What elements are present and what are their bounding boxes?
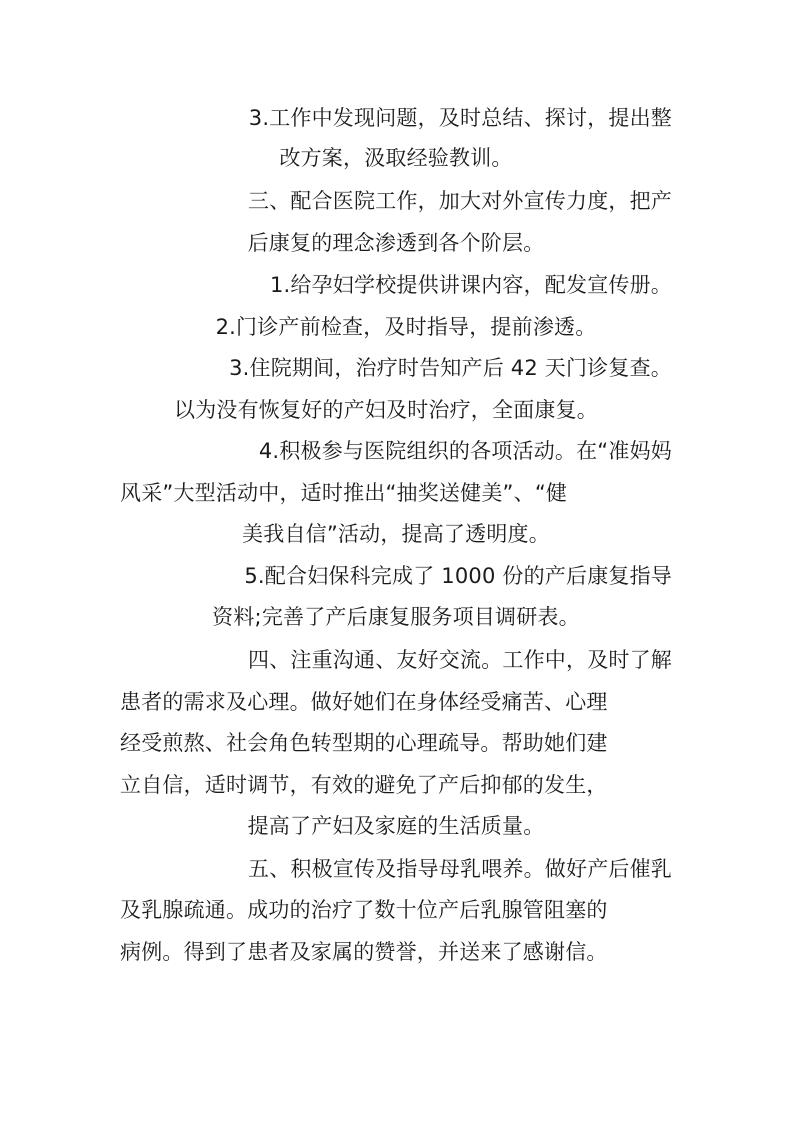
text-line: 风采”大型活动中，适时推出“抽奖送健美”、“健 (120, 481, 568, 505)
list-item: 2.门诊产前检查，及时指导，提前渗透。 (215, 315, 597, 339)
list-item: 1.给孕妇学校提供讲课内容，配发宣传册。 (269, 273, 672, 297)
text-line: 资料;完善了产后康复服务项目调研表。 (212, 605, 580, 629)
text-line: 后康复的理念渗透到各个阶层。 (247, 231, 545, 255)
text-line: 美我自信”活动，提高了透明度。 (242, 522, 550, 546)
text-line: 经受煎熬、社会角色转型期的心理疏导。帮助她们建 (120, 731, 608, 755)
list-item: 5.配合妇保科完成了 1000 份的产后康复指导 (244, 564, 672, 588)
text-line: 及乳腺疏通。成功的治疗了数十位产后乳腺管阻塞的 (120, 898, 608, 922)
text-line: 病例。得到了患者及家属的赞誉，并送来了感谢信。 (120, 940, 608, 964)
text-line: 改方案，汲取经验教训。 (279, 146, 513, 170)
text-line: 以为没有恢复好的产妇及时治疗，全面康复。 (174, 398, 598, 422)
text-line: 3.工作中发现问题，及时总结、探讨，提出整 (248, 106, 672, 130)
section-heading: 三、配合医院工作，加大对外宣传力度，把产 (248, 189, 672, 213)
section-heading: 五、积极宣传及指导母乳喂养。做好产后催乳 (248, 857, 672, 881)
list-item: 3.住院期间，治疗时告知产后 42 天门诊复查。 (229, 356, 672, 380)
text-line: 提高了产妇及家庭的生活质量。 (247, 814, 545, 838)
list-item: 4.积极参与医院组织的各项活动。在“准妈妈 (258, 439, 672, 463)
text-line: 患者的需求及心理。做好她们在身体经受痛苦、心理 (120, 690, 608, 714)
text-line: 立自信，适时调节，有效的避免了产后抑郁的发生， (120, 773, 608, 797)
section-heading: 四、注重沟通、友好交流。工作中，及时了解 (248, 648, 672, 672)
